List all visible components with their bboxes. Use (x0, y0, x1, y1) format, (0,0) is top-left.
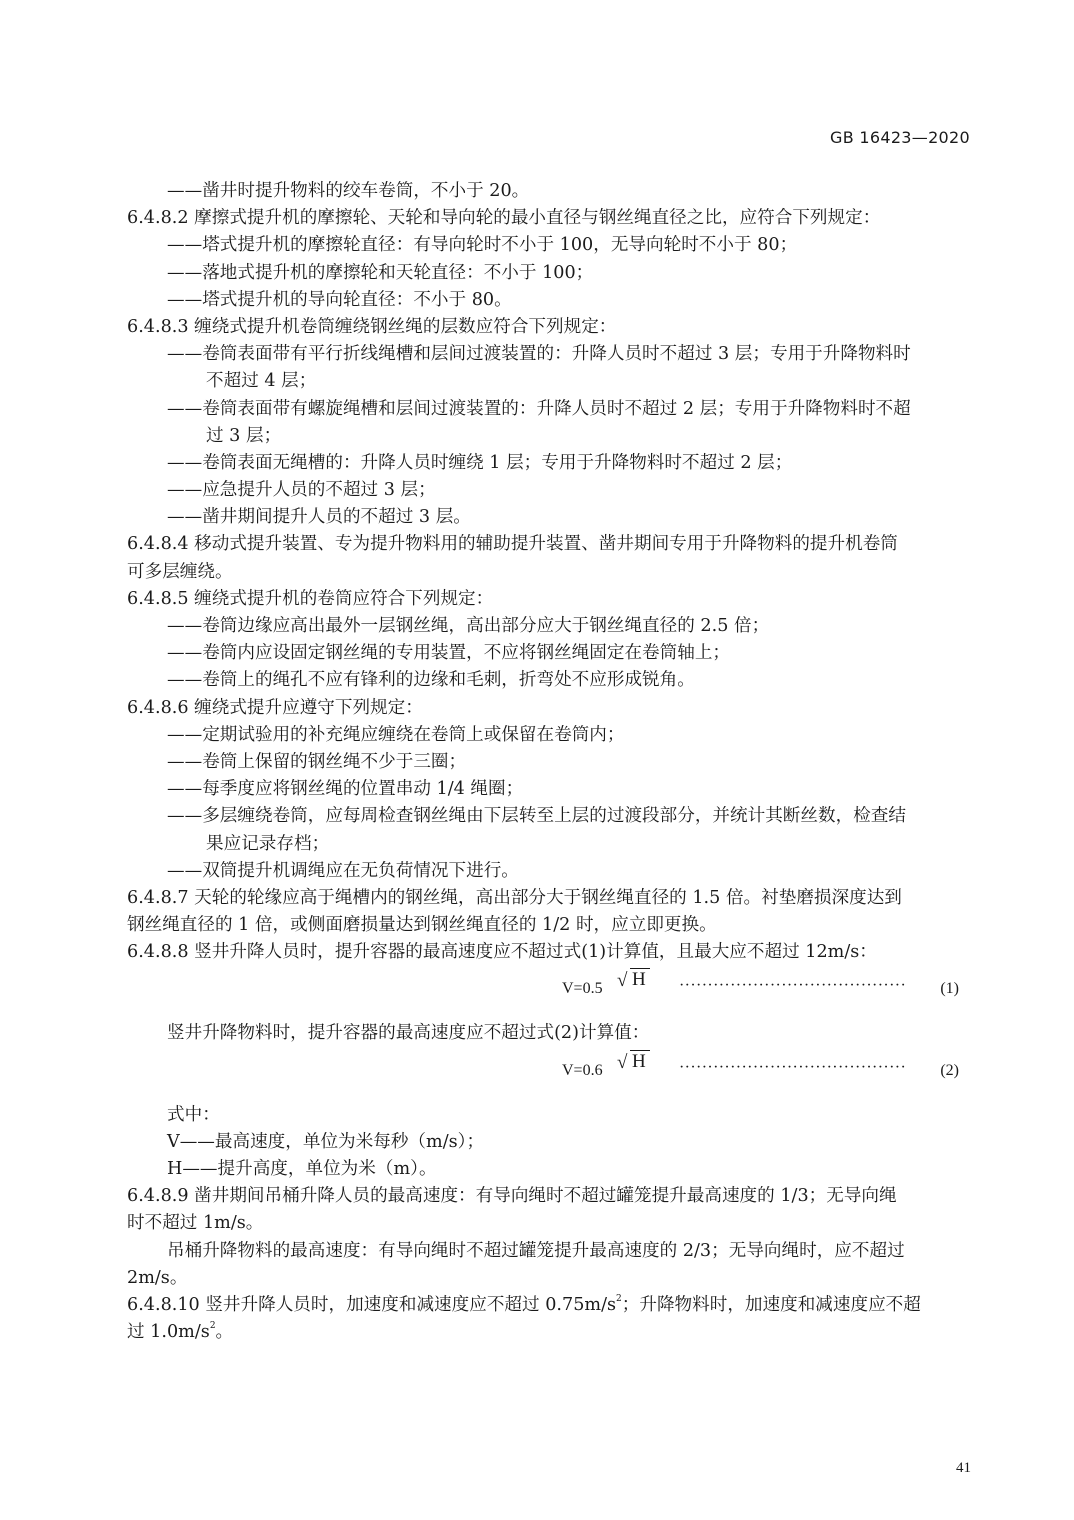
continuation-line: 钢丝绳直径的 1 倍，或侧面磨损量达到钢丝绳直径的 1/2 时，应立即更换。 (127, 915, 717, 936)
continuation-line: 2m/s。 (127, 1267, 188, 1288)
clause-line: 6.4.8.3 缠绕式提升机卷筒缠绕钢丝绳的层数应符合下列规定： (127, 316, 617, 337)
list-item: ——卷筒上保留的钢丝绳不少于三圈； (167, 751, 467, 772)
superscript-exponent: 2 (209, 1321, 216, 1332)
list-item: ——卷筒表面带有螺旋绳槽和层间过渡装置的：升降人员时不超过 2 层；专用于升降物料时不超 (167, 398, 911, 419)
list-item: ——卷筒上的绳孔不应有锋利的边缘和毛刺，折弯处不应形成锐角。 (167, 670, 695, 691)
clause-line: 6.4.8.6 缠绕式提升应遵守下列规定： (127, 697, 423, 718)
list-item-continuation: 果应记录存档； (206, 833, 330, 854)
list-item: ——落地式提升机的摩擦轮和天轮直径：不小于 100； (167, 262, 594, 283)
list-item: ——卷筒表面无绳槽的：升降人员时缠绕 1 层；专用于升降物料时不超过 2 层； (167, 452, 793, 473)
formula-radicand: H (630, 1050, 650, 1073)
text-segment: 过 1.0m/s (127, 1322, 210, 1343)
equation-number: (2) (940, 1061, 959, 1079)
list-item: ——多层缠绕卷筒，应每周检查钢丝绳由下层转至上层的过渡段部分，并统计其断丝数，检查结 (167, 806, 906, 827)
formula-leader-dots: ········································ (679, 977, 907, 995)
list-item: ——定期试验用的补充绳应缠绕在卷筒上或保留在卷筒内； (167, 724, 625, 745)
continuation-line: 时不超过 1m/s。 (127, 1213, 264, 1234)
list-item: ——双筒提升机调绳应在无负荷情况下进行。 (167, 860, 519, 881)
list-item-continuation: 过 3 层； (206, 425, 282, 446)
list-item-continuation: 不超过 4 层； (206, 371, 317, 392)
text-segment: 。 (215, 1322, 234, 1343)
formula-line (127, 966, 967, 1020)
list-item: ——卷筒边缘应高出最外一层钢丝绳，高出部分应大于钢丝绳直径的 2.5 倍； (167, 616, 770, 636)
text-line (127, 1292, 967, 1319)
formula-lhs: V=0.5 (562, 980, 603, 998)
continuation-line: 可多层缠绕。 (127, 561, 233, 582)
standard-number-header: GB 16423—2020 (830, 128, 970, 147)
clause-line: 6.4.8.4 移动式提升装置、专为提升物料用的辅助提升装置、凿井期间专用于升降物料的提升机卷筒 (127, 534, 898, 555)
paragraph-line: 竖井升降物料时，提升容器的最高速度应不超过式(2)计算值： (167, 1023, 650, 1044)
clause-line: 6.4.8.9 凿井期间吊桶升降人员的最高速度：有导向绳时不超过罐笼提升最高速度的 1/3；无导向绳 (127, 1186, 897, 1207)
list-item: ——每季度应将钢丝绳的位置串动 1/4 绳圈； (167, 779, 524, 800)
list-item: ——卷筒内应设固定钢丝绳的专用装置，不应将钢丝绳固定在卷筒轴上； (167, 643, 731, 664)
text-segment: ；升降物料时，加速度和减速度应不超 (621, 1294, 921, 1315)
document-body (127, 178, 967, 1346)
clause-line: 6.4.8.2 摩擦式提升机的摩擦轮、天轮和导向轮的最小直径与钢丝绳直径之比，应符合下列规定： (127, 208, 881, 229)
list-item: ——塔式提升机的摩擦轮直径：有导向轮时不小于 100，无导向轮时不小于 80； (167, 235, 798, 256)
paragraph-line: H——提升高度，单位为米（m）。 (167, 1159, 437, 1179)
sqrt-symbol: √ (617, 970, 628, 992)
text-segment: 6.4.8.10 竖井升降人员时，加速度和减速度应不超过 0.75m/s (127, 1294, 617, 1315)
paragraph-line: 吊桶升降物料的最高速度：有导向绳时不超过罐笼提升最高速度的 2/3；无导向绳时，应不超过 (167, 1240, 905, 1261)
superscript-exponent: 2 (616, 1293, 622, 1304)
list-item: ——凿井期间提升人员的不超过 3 层。 (167, 507, 471, 528)
formula-line (127, 1048, 967, 1102)
equation-number: (1) (940, 980, 959, 998)
list-item: ——塔式提升机的导向轮直径：不小于 80。 (167, 289, 512, 310)
list-item: ——卷筒表面带有平行折线绳槽和层间过渡装置的：升降人员时不超过 3 层；专用于升降物料时 (167, 344, 911, 365)
list-item: ——凿井时提升物料的绞车卷筒，不小于 20。 (167, 181, 530, 201)
clause-line: 6.4.8.7 天轮的轮缘应高于绳槽内的钢丝绳，高出部分大于钢丝绳直径的 1.5 倍。衬垫磨损深度达到 (127, 887, 902, 908)
clause-line: 6.4.8.8 竖井升降人员时，提升容器的最高速度应不超过式(1)计算值，且最大应不超过 12m/s： (127, 942, 877, 963)
paragraph-line: V——最高速度，单位为米每秒（m/s）； (167, 1131, 485, 1152)
clause-line: 6.4.8.5 缠绕式提升机的卷筒应符合下列规定： (127, 588, 494, 609)
formula-lhs: V=0.6 (562, 1061, 603, 1079)
text-line (127, 1319, 967, 1346)
paragraph-line: 式中： (167, 1104, 220, 1125)
page-number: 41 (956, 1460, 971, 1476)
sqrt-symbol: √ (617, 1051, 628, 1073)
list-item: ——应急提升人员的不超过 3 层； (167, 480, 436, 501)
formula-leader-dots: ········································ (679, 1058, 907, 1076)
formula-radicand: H (630, 968, 650, 991)
